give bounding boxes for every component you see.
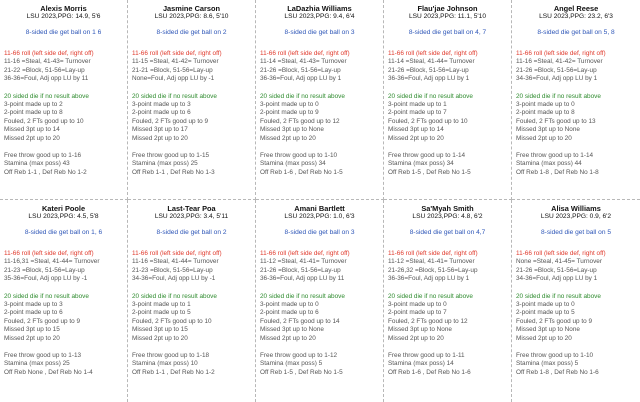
d20-title: 20 sided die if no result above xyxy=(132,92,217,100)
d20-line: Missed 2pt up to 20 xyxy=(132,134,188,142)
roll-title: 11-66 roll (left side def, right off) xyxy=(132,250,222,257)
roll-line: 11-16 =Steal, 41-42= Turnover xyxy=(516,58,603,66)
d20-line: Missed 3pt up to 15 xyxy=(132,326,188,334)
player-card xyxy=(512,0,640,200)
roll-line: 36-36=Foul, Adj opp LU by 1 xyxy=(260,75,342,83)
roll-line: 21-26 =Block, 51-56=Lay-up xyxy=(388,66,469,74)
roll-line: 36-36=Foul, Adj opp LU by 11 xyxy=(4,75,89,83)
d20-line: 3-point made up to 0 xyxy=(516,101,575,109)
player-name: Alisa Williams xyxy=(551,204,601,213)
d20-title: 20 sided die if no result above xyxy=(132,292,217,300)
d20-line: Missed 2pt up to 20 xyxy=(4,334,60,342)
player-card xyxy=(128,200,256,402)
free-throw-line: Off Reb 1-8 , Def Reb No 1-6 xyxy=(516,368,599,376)
d20-line: Fouled, 2 FTs good up to 10 xyxy=(4,117,84,125)
free-throw-line: Stamina (max poss) 5 xyxy=(516,360,579,368)
player-card xyxy=(256,0,384,200)
d20-line: Missed 3pt up to 17 xyxy=(132,126,188,134)
player-name: Alexis Morris xyxy=(40,4,87,13)
d20-line: Missed 2pt up to 20 xyxy=(388,334,444,342)
roll-line: 21-26 =Block, 51-56=Lay-up xyxy=(516,66,597,74)
player-card xyxy=(256,200,384,402)
free-throw-line: Stamina (max poss) 5 xyxy=(260,360,323,368)
d20-line: 2-point made up to 6 xyxy=(260,309,319,317)
player-name: Angel Reese xyxy=(553,4,599,13)
roll-line: 11-14 =Steal, 41-43= Turnover xyxy=(260,58,347,66)
roll-title: 11-66 roll (left side def, right off) xyxy=(516,250,606,257)
roll-line: 36-36=Foul, Adj opp LU by 1 xyxy=(388,275,470,283)
d20-title: 20 sided die if no result above xyxy=(260,92,345,100)
d20-line: 2-point made up to 7 xyxy=(388,309,447,317)
d20-line: Missed 2pt up to 20 xyxy=(132,334,188,342)
roll-line: 21-21 =Block, 51-56=Lay-up xyxy=(132,66,213,74)
free-throw-line: Stamina (max poss) 43 xyxy=(4,160,70,168)
free-throw-line: Free throw good up to 1-10 xyxy=(260,152,338,160)
ball-die-rule: 8-sided die get ball on 1 6 xyxy=(25,29,102,36)
d20-title: 20 sided die if no result above xyxy=(516,292,601,300)
ball-die-rule: 8-sided die get ball on 4,7 xyxy=(409,229,486,236)
roll-line: 21-26 =Block, 51-56=Lay-up xyxy=(260,266,341,274)
d20-line: Missed 3pt up to 14 xyxy=(388,126,444,134)
d20-line: 3-point made up to 1 xyxy=(388,101,447,109)
roll-title: 11-66 roll (left side def, right off) xyxy=(132,50,222,57)
roll-line: 21-26,32 =Block, 51-56=Lay-up xyxy=(388,266,478,274)
d20-line: 3-point made up to 2 xyxy=(4,101,63,109)
d20-line: 3-point made up to 0 xyxy=(260,101,319,109)
d20-line: Missed 2pt up to 20 xyxy=(4,134,60,142)
roll-line: 21-23 =Block, 51-56=Lay-up xyxy=(132,266,213,274)
free-throw-line: Off Reb 1-6 , Def Reb No 1-6 xyxy=(388,368,471,376)
free-throw-line: Stamina (max poss) 14 xyxy=(388,360,454,368)
free-throw-line: Stamina (max poss) 34 xyxy=(260,160,326,168)
d20-title: 20 sided die if no result above xyxy=(260,292,345,300)
free-throw-line: Off Reb 1-6 , Def Reb No 1-5 xyxy=(260,168,343,176)
free-throw-line: Off Reb 1-8 , Def Reb No 1-8 xyxy=(516,168,599,176)
player-stats: LSU 2023,PPG: 23.2, 6'3 xyxy=(539,13,613,20)
roll-line: 34-36=Foul, Adj opp LU by 1 xyxy=(516,275,598,283)
d20-line: 2-point made up to 7 xyxy=(388,109,447,117)
d20-title: 20 sided die if no result above xyxy=(4,292,89,300)
d20-line: 3-point made up to 3 xyxy=(132,101,191,109)
player-stats: LSU 2023,PPG: 4.5, 5'8 xyxy=(28,213,99,220)
roll-line: 11-16 =Steal, 41-44= Turnover xyxy=(132,258,219,266)
free-throw-line: Stamina (max poss) 25 xyxy=(132,160,198,168)
free-throw-line: Free throw good up to 1-12 xyxy=(260,352,338,360)
player-name: Sa'Myah Smith xyxy=(421,204,474,213)
roll-title: 11-66 roll (left side def, right off) xyxy=(4,250,94,257)
roll-line: 35-36=Foul, Adj opp LU by -1 xyxy=(4,275,88,283)
ball-die-rule: 8-sided die get ball on 5, 8 xyxy=(537,29,615,36)
player-stats: LSU 2023,PPG: 0.9, 6'2 xyxy=(540,213,612,220)
d20-line: 3-point made up to 3 xyxy=(4,301,63,309)
d20-line: Missed 3pt up to None xyxy=(516,326,580,334)
d20-line: 2-point made up to 5 xyxy=(516,309,575,317)
free-throw-line: Stamina (max poss) 25 xyxy=(4,360,70,368)
player-name: Flau'jae Johnson xyxy=(417,4,478,13)
free-throw-line: Stamina (max poss) 10 xyxy=(132,360,198,368)
player-stats: LSU 2023,PPG: 9.4, 6'4 xyxy=(284,13,355,20)
d20-line: Fouled, 2 FTs good up to 9 xyxy=(4,317,81,325)
free-throw-line: Free throw good up to 1-16 xyxy=(4,152,82,160)
roll-line: 21-26 =Block, 51-56=Lay-up xyxy=(516,266,597,274)
d20-line: Missed 2pt up to 20 xyxy=(516,334,572,342)
d20-line: Missed 2pt up to 20 xyxy=(388,134,444,142)
d20-line: Fouled, 2 FTs good up to 13 xyxy=(516,117,596,125)
d20-line: Missed 2pt up to 20 xyxy=(516,134,572,142)
roll-line: 21-22 =Block, 51-56=Lay-up xyxy=(4,66,85,74)
player-card xyxy=(0,0,128,200)
roll-line: 36-36=Foul, Adj opp LU by 11 xyxy=(260,275,345,283)
d20-line: Missed 3pt up to None xyxy=(260,126,324,134)
roll-title: 11-66 roll (left side def, right off) xyxy=(388,250,478,257)
player-stats: LSU 2023,PPG: 1.0, 6'3 xyxy=(284,213,355,220)
d20-title: 20 sided die if no result above xyxy=(388,92,473,100)
player-card xyxy=(0,200,128,402)
d20-line: 2-point made up to 8 xyxy=(4,109,63,117)
player-stats: LSU 2023,PPG: 3.4, 5'11 xyxy=(154,213,229,220)
free-throw-line: Off Reb 1-1 , Def Reb No 1-2 xyxy=(132,368,215,376)
player-name: Jasmine Carson xyxy=(162,4,221,13)
roll-line: 11-12 =Steal, 41-41= Turnover xyxy=(388,258,475,266)
d20-title: 20 sided die if no result above xyxy=(4,92,89,100)
d20-line: 3-point made up to 0 xyxy=(260,301,319,309)
player-card xyxy=(512,200,640,402)
ball-die-rule: 8-sided die get ball on 1, 6 xyxy=(24,229,103,236)
d20-line: 3-point made up to 1 xyxy=(132,301,191,309)
roll-title: 11-66 roll (left side def, right off) xyxy=(260,50,350,57)
d20-title: 20 sided die if no result above xyxy=(516,92,601,100)
player-card xyxy=(384,200,512,402)
roll-line: 11-15 =Steal, 41-42= Turnover xyxy=(132,58,219,66)
d20-line: Fouled, 2 FTs good up to 9 xyxy=(516,317,593,325)
roll-line: 11-16,31 =Steal, 41-44= Turnover xyxy=(4,258,100,266)
player-name: Amani Bartlett xyxy=(294,204,345,213)
roll-line: 21-23 =Block, 51-56=Lay-up xyxy=(4,266,85,274)
free-throw-line: Stamina (max poss) 34 xyxy=(388,160,454,168)
d20-line: Missed 3pt up to 14 xyxy=(4,126,60,134)
d20-line: Missed 2pt up to 20 xyxy=(260,134,316,142)
player-name: Kateri Poole xyxy=(41,204,86,213)
player-card xyxy=(128,0,256,200)
roll-title: 11-66 roll (left side def, right off) xyxy=(4,50,94,57)
d20-line: 3-point made up to 0 xyxy=(388,301,447,309)
free-throw-line: Off Reb 1-1 , Def Reb No 1-2 xyxy=(4,168,87,176)
d20-line: Fouled, 2 FTs good up to 10 xyxy=(132,317,212,325)
d20-line: Missed 3pt up to None xyxy=(260,326,324,334)
d20-line: 2-point made up to 8 xyxy=(516,109,575,117)
free-throw-line: Free throw good up to 1-18 xyxy=(132,352,210,360)
d20-line: Fouled, 2 FTs good up to 14 xyxy=(260,317,340,325)
d20-line: 2-point made up to 5 xyxy=(132,309,191,317)
player-card xyxy=(384,0,512,200)
free-throw-line: Free throw good up to 1-10 xyxy=(516,352,594,360)
free-throw-line: Off Reb 1-5 , Def Reb No 1-5 xyxy=(260,368,343,376)
player-stats: LSU 2023,PPG: 4.8, 6'2 xyxy=(412,213,483,220)
d20-line: Missed 3pt up to None xyxy=(516,126,580,134)
free-throw-line: Free throw good up to 1-14 xyxy=(516,152,594,160)
free-throw-line: Off Reb None , Def Reb No 1-4 xyxy=(4,368,93,376)
player-stats: LSU 2023,PPG: 11.1, 5'10 xyxy=(408,13,487,20)
free-throw-line: Off Reb 1-1 , Def Reb No 1-3 xyxy=(132,168,215,176)
d20-line: 2-point made up to 9 xyxy=(260,109,319,117)
ball-die-rule: 8-sided die get ball on 3 xyxy=(284,29,355,36)
player-name: Last-Tear Poa xyxy=(167,204,216,213)
roll-line: 34-36=Foul, Adj opp LU by -1 xyxy=(132,275,216,283)
d20-line: 2-point made up to 6 xyxy=(4,309,63,317)
ball-die-rule: 8-sided die get ball on 4, 7 xyxy=(408,29,487,36)
player-name: LaDazhia Williams xyxy=(287,4,352,13)
roll-title: 11-66 roll (left side def, right off) xyxy=(516,50,606,57)
free-throw-line: Free throw good up to 1-13 xyxy=(4,352,82,360)
d20-line: Missed 2pt up to 20 xyxy=(260,334,316,342)
d20-line: Missed 3pt up to None xyxy=(388,326,452,334)
roll-line: 11-16 =Steal, 41-43= Turnover xyxy=(4,58,91,66)
d20-line: Fouled, 2 FTs good up to 12 xyxy=(260,117,340,125)
ball-die-rule: 8-sided die get ball on 2 xyxy=(156,29,227,36)
roll-line: 11-14 =Steal, 41-44= Turnover xyxy=(388,58,475,66)
roll-line: None =Steal, 41-45= Turnover xyxy=(516,258,602,266)
d20-line: Fouled, 2 FTs good up to 9 xyxy=(132,117,209,125)
roll-title: 11-66 roll (left side def, right off) xyxy=(388,50,478,57)
roll-line: 11-12 =Steal, 41-41= Turnover xyxy=(260,258,347,266)
free-throw-line: Free throw good up to 1-14 xyxy=(388,152,466,160)
ball-die-rule: 8-sided die get ball on 3 xyxy=(284,229,355,236)
d20-line: Fouled, 2 FTs good up to 10 xyxy=(388,117,468,125)
d20-line: 2-point made up to 6 xyxy=(132,109,191,117)
roll-line: None=Foul, Adj opp LU by -1 xyxy=(132,75,215,83)
ball-die-rule: 8-sided die get ball on 2 xyxy=(156,229,227,236)
free-throw-line: Off Reb 1-5 , Def Reb No 1-5 xyxy=(388,168,471,176)
ball-die-rule: 8-sided die get ball on 5 xyxy=(540,229,612,236)
roll-line: 21-26 =Block, 51-56=Lay-up xyxy=(260,66,341,74)
d20-line: Missed 3pt up to 15 xyxy=(4,326,60,334)
player-stats: LSU 2023,PPG: 14.9, 5'6 xyxy=(26,13,101,20)
d20-title: 20 sided die if no result above xyxy=(388,292,473,300)
d20-line: Fouled, 2 FTs good up to 12 xyxy=(388,317,468,325)
roll-title: 11-66 roll (left side def, right off) xyxy=(260,250,350,257)
d20-line: 3-point made up to 0 xyxy=(516,301,575,309)
roll-line: 34-36=Foul, Adj opp LU by 1 xyxy=(516,75,598,83)
free-throw-line: Stamina (max poss) 44 xyxy=(516,160,582,168)
roll-line: 36-36=Foul, Adj opp LU by 1 xyxy=(388,75,470,83)
free-throw-line: Free throw good up to 1-15 xyxy=(132,152,210,160)
player-stats: LSU 2023,PPG: 8.6, 5'10 xyxy=(154,13,229,20)
free-throw-line: Free throw good up to 1-11 xyxy=(388,352,465,360)
